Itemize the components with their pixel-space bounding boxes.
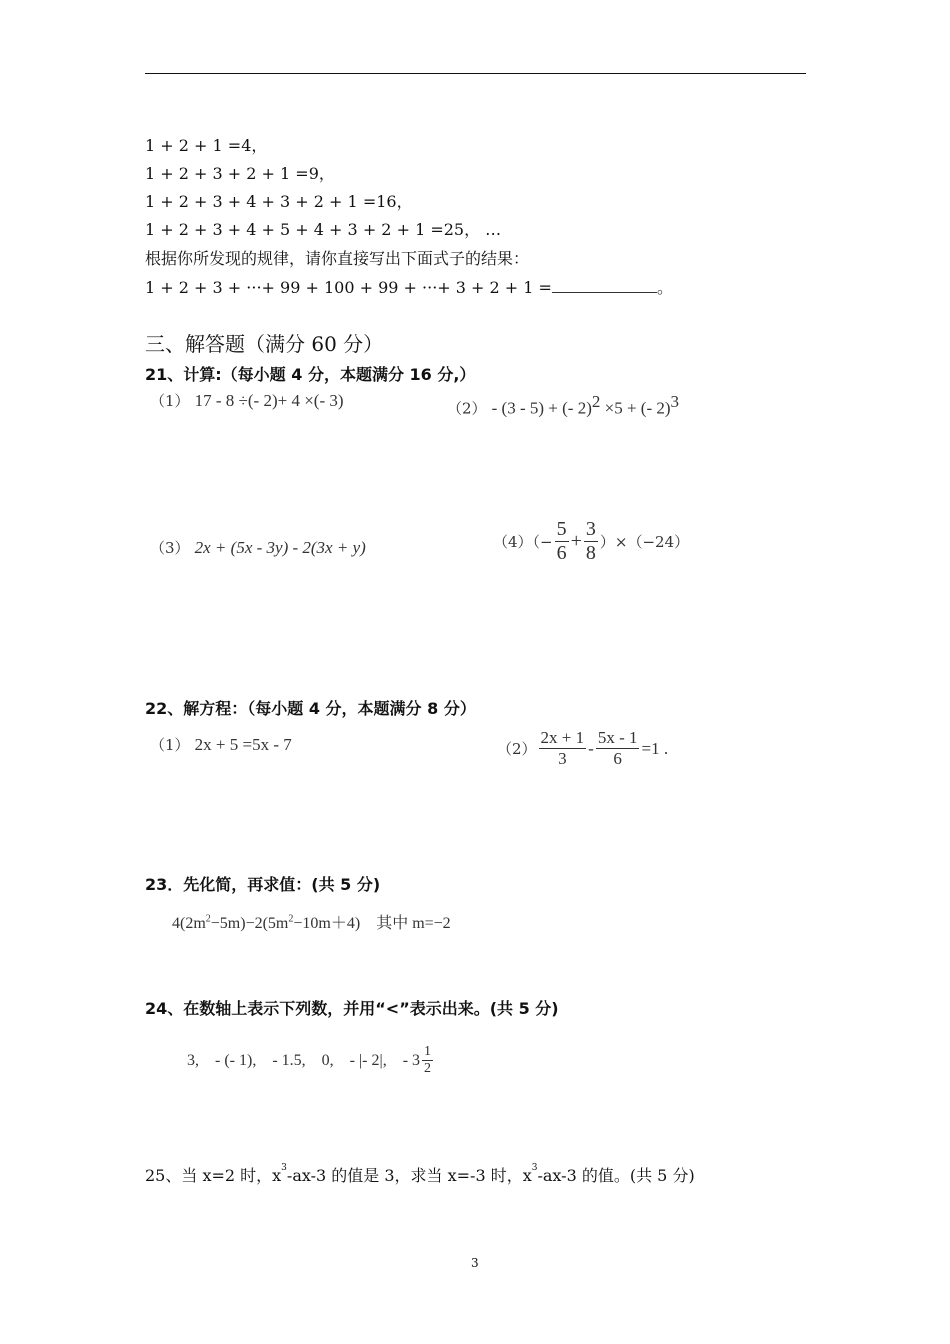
q21-part3 — [150, 537, 366, 558]
q21-part1 — [150, 390, 344, 411]
q21-part2-expr-a: - (3 - 5) + (- 2) — [491, 398, 592, 418]
q21-part2-exp1: 2 — [591, 392, 601, 411]
page-number: 3 — [471, 1256, 479, 1270]
q21-part4-tail: ）×（−24） — [599, 533, 690, 551]
q22-part2-f1-num: 2x + 1 — [540, 728, 585, 747]
q25-text-b: -ax-3 的值是 3，求当 x=-3 时，x — [286, 1166, 532, 1185]
q21-part1-expr: 17 - 8 ÷(- 2)+ 4 ×(- 3) — [194, 391, 344, 410]
q21-part2-exp2: 3 — [670, 392, 680, 411]
q22-part2-tail: =1 . — [641, 738, 669, 758]
q24-frac-den: 2 — [424, 1061, 432, 1076]
pattern-question-expr: 1 + 2 + 3 + ···+ 99 + 100 + 99 + ···+ 3 + 2 + 1 = — [145, 278, 552, 297]
pattern-question-end: 。 — [656, 278, 673, 297]
q22-part2-fraction-1 — [539, 728, 587, 769]
q25-exp2: 3 — [531, 1163, 538, 1173]
section-title: 三、解答题（满分 60 分） — [145, 332, 384, 356]
q25-exp1: 3 — [281, 1163, 287, 1173]
pattern-line-2: 1 + 2 + 3 + 2 + 1 =9， — [145, 164, 335, 183]
q23-expression — [172, 910, 451, 933]
q23-expr-c: −10m＋4) — [293, 915, 361, 932]
q21-part4-label: （4）（− — [493, 533, 553, 551]
q25-text-c: -ax-3 的值。(共 5 分) — [537, 1166, 695, 1185]
q21-part4-f2-den: 8 — [585, 542, 596, 564]
pattern-instruction: 根据你所发现的规律，请你直接写出下面式子的结果： — [145, 249, 530, 268]
q21-part3-expr: 2x + (5x - 3y) - 2(3x + y) — [194, 538, 366, 557]
q22-part2-f2-den: 6 — [613, 749, 622, 768]
q22-part1-label: （1） — [150, 736, 190, 754]
q22-part2-fraction-2 — [596, 728, 640, 769]
q23-exp1: 2 — [205, 913, 211, 925]
q23-expr-a: 4(2m — [172, 915, 206, 932]
q22-part2-f2-num: 5x - 1 — [597, 728, 638, 747]
q21-part2-label: （2） — [447, 399, 487, 418]
q23-condition: 其中 m=−2 — [376, 915, 451, 932]
q21-part4-f1-den: 6 — [556, 542, 567, 564]
q22-part2-minus: - — [588, 738, 594, 758]
q24-title: 24、在数轴上表示下列数，并用“<”表示出来。(共 5 分) — [145, 999, 559, 1018]
pattern-question — [145, 275, 673, 298]
q21-part4-plus: + — [570, 530, 582, 552]
q22-part2-label: （2） — [497, 740, 537, 758]
q21-part4-f2-num: 3 — [585, 518, 596, 540]
q21-part2-expr-b: ×5 + (- 2) — [600, 398, 671, 418]
answer-blank[interactable] — [552, 278, 657, 293]
q22-part2-f1-den: 3 — [558, 749, 567, 768]
q21-part4 — [493, 518, 689, 565]
q23-expr-b: −5m)−2(5m — [210, 915, 289, 932]
q25-text — [145, 1163, 695, 1186]
q21-part2 — [447, 392, 679, 418]
header-rule — [145, 73, 806, 74]
q21-title: 21、计算:（每小题 4 分，本题满分 16 分,） — [145, 365, 476, 384]
q24-numbers — [187, 1044, 435, 1077]
q24-frac-num: 1 — [424, 1044, 432, 1059]
q21-part4-fraction-1 — [555, 518, 569, 565]
q21-part3-label: （3） — [150, 539, 190, 557]
q23-exp2: 2 — [288, 913, 294, 925]
q24-number-list: 3, - (- 1), - 1.5, 0, - |- 2|, - 3 — [187, 1051, 421, 1069]
pattern-line-1: 1 + 2 + 1 =4， — [145, 136, 268, 155]
q22-part1 — [150, 734, 292, 755]
q21-part4-f1-num: 5 — [556, 518, 567, 540]
q21-part1-label: （1） — [150, 392, 190, 410]
pattern-line-3: 1 + 2 + 3 + 4 + 3 + 2 + 1 =16， — [145, 192, 413, 211]
q24-mixed-fraction — [422, 1044, 433, 1077]
q21-part4-fraction-2 — [584, 518, 598, 565]
q25-text-a: 25、当 x=2 时，x — [145, 1166, 282, 1185]
q22-title: 22、解方程：（每小题 4 分，本题满分 8 分） — [145, 699, 476, 718]
pattern-line-4: 1 + 2 + 3 + 4 + 5 + 4 + 3 + 2 + 1 =25， … — [145, 220, 502, 239]
q23-title: 23．先化简，再求值：(共 5 分) — [145, 875, 381, 894]
q22-part2 — [497, 728, 668, 769]
q22-part1-expr: 2x + 5 =5x - 7 — [194, 735, 292, 754]
